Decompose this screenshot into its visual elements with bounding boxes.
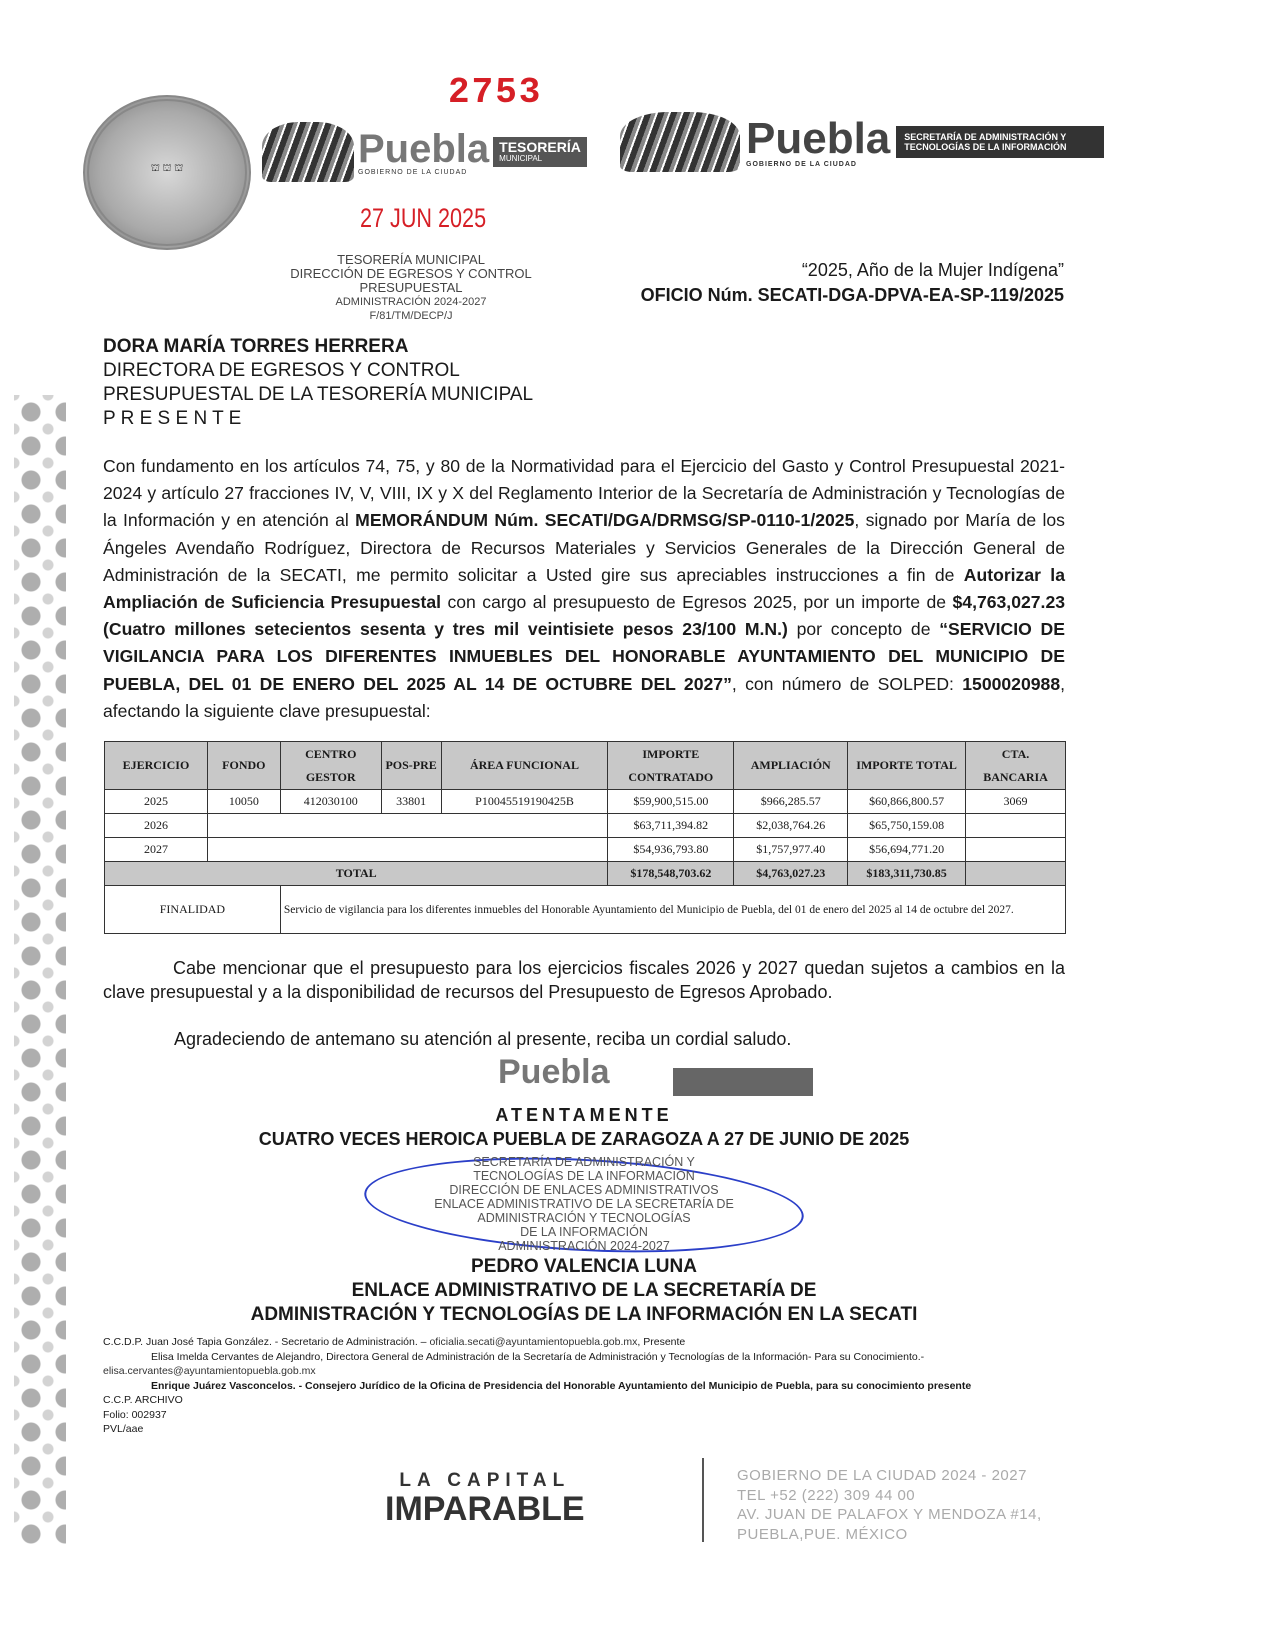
- cell: [966, 838, 1066, 862]
- received-date: 27 JUN 2025: [360, 203, 487, 233]
- stamp-line: DIRECCIÓN DE ENLACES ADMINISTRATIVOS: [449, 1183, 719, 1198]
- slogan-line: IMPARABLE: [385, 1490, 585, 1528]
- tesoreria-logo: [262, 122, 587, 182]
- col-header: AMPLIACIÓN: [734, 742, 848, 790]
- stamp-line: ADMINISTRACIÓN 2024-2027: [335, 296, 487, 308]
- logo-sub: GOBIERNO DE LA CIUDAD: [746, 160, 857, 168]
- col-header: POS-PRE: [381, 742, 441, 790]
- stamp-line: DE LA INFORMACIÓN: [520, 1225, 648, 1240]
- request: Autorizar la Ampliación de Suficiencia Presupuestal: [103, 564, 1065, 613]
- cell: [966, 814, 1066, 838]
- cell: $4,763,027.23: [734, 862, 848, 886]
- finalidad-row: [105, 886, 1066, 934]
- recipient-name: DORA MARÍA TORRES HERRERA: [103, 336, 409, 357]
- cell: $1,757,977.40: [734, 838, 848, 862]
- cell: $60,866,800.57: [848, 790, 966, 814]
- signer-title: ADMINISTRACIÓN Y TECNOLOGÍAS DE LA INFORMACIÓN EN LA SECATI: [250, 1304, 918, 1326]
- cell: $56,694,771.20: [848, 838, 966, 862]
- col-header: ÁREA FUNCIONAL: [441, 742, 608, 790]
- stamp-line: ADMINISTRACIÓN 2024-2027: [498, 1239, 670, 1254]
- text: Con fundamento en los artículos 74, 75, y 80 de la Normatividad para el Ejercicio del Gasto y Control Presupuestal 2021-2024 y artículo 27 fracciones IV, V, VIII, IX y X del Reglamento Interior de la Secretaría de Administración y Tecnologías de la Información y en atención al: [103, 456, 1065, 531]
- col-header: FONDO: [207, 742, 280, 790]
- logo-name: Puebla: [746, 113, 891, 163]
- stamp-line: ADMINISTRACIÓN Y TECNOLOGÍAS: [477, 1211, 691, 1226]
- amount: $4,763,027.23 (Cuatro millones setecientos sesenta y tres mil veintisiete pesos 23/100 M.N.): [103, 592, 1066, 640]
- text: , afectando la siguiente clave presupuestal:: [103, 673, 1065, 721]
- footer-address: [737, 1466, 1042, 1544]
- total-row: [105, 862, 1066, 886]
- year-motto: “2025, Año de la Mujer Indígena”: [801, 260, 1064, 280]
- cell: 10050: [207, 790, 280, 814]
- cell: Servicio de vigilancia para los diferentes inmuebles del Honorable Ayuntamiento del Municipio de Puebla, del 01 de enero del 2025 al 14 de octubre del 2027.: [280, 886, 1065, 934]
- cc-block: [103, 1335, 1065, 1437]
- puebla-emblem-icon: [620, 112, 740, 172]
- table-header: [105, 742, 1066, 790]
- letter-body: [103, 453, 1065, 1437]
- stamp-logo: Puebla: [498, 1053, 610, 1092]
- note-paragraph: Cabe mencionar que el presupuesto para los ejercicios fiscales 2026 y 2027 quedan sujetos a cambios en la clave presupuestal y a la disponibilidad de recursos del Presupuesto de Egresos Aprobado.: [103, 958, 1065, 1003]
- logo-tag: SECRETARÍA DE ADMINISTRACIÓN Y TECNOLOGÍAS DE LA INFORMACIÓN: [896, 126, 1104, 159]
- col-header: CENTRO GESTOR: [280, 742, 381, 790]
- receipt-stamp: [280, 253, 542, 323]
- cell: P10045519190425B: [441, 790, 608, 814]
- text: , con número de SOLPED:: [731, 673, 963, 694]
- presente: P R E S E N T E: [103, 408, 242, 429]
- footer-slogan-logo: [385, 1470, 585, 1526]
- signature-stamp-logo: [428, 1050, 848, 1100]
- stamp-bar: [673, 1068, 813, 1096]
- cell: 412030100: [280, 790, 381, 814]
- memo-number: MEMORÁNDUM Núm. SECATI/DGA/DRMSG/SP-0110-1/2025: [355, 510, 855, 531]
- cell: [207, 838, 607, 862]
- body-paragraph: [103, 453, 1065, 725]
- cell: [966, 862, 1066, 886]
- recipient-title: DIRECTORA DE EGRESOS Y CONTROL: [103, 360, 460, 381]
- cc-text: C.C.D.P. Juan José Tapia González. - Secretario de Administración. –: [103, 1336, 430, 1349]
- folio: Folio: 002937: [103, 1408, 167, 1421]
- cc-text: , Presente: [637, 1336, 686, 1349]
- stamp-line: TESORERÍA MUNICIPAL: [337, 252, 485, 267]
- col-header: CTA. BANCARIA: [966, 742, 1066, 790]
- col-header: IMPORTE TOTAL: [848, 742, 966, 790]
- city-seal: [83, 95, 251, 250]
- slogan-line: LA CAPITAL: [399, 1470, 571, 1491]
- signature-stamp: [374, 1155, 794, 1253]
- oficio-number: OFICIO Núm. SECATI-DGA-DPVA-EA-SP-119/2025: [640, 285, 1064, 305]
- atentamente: ATENTAMENTE: [495, 1105, 673, 1126]
- col-header: IMPORTE CONTRATADO: [608, 742, 734, 790]
- logo-tag: TESORERÍA: [499, 138, 581, 155]
- table-row: [105, 814, 1066, 838]
- text: con cargo al presupuesto de Egresos 2025, por un importe de: [441, 592, 953, 613]
- table-row: [105, 838, 1066, 862]
- stamp-line: TECNOLOGÍAS DE LA INFORMACIÓN: [473, 1169, 695, 1184]
- cell: [207, 814, 607, 838]
- cell: 33801: [381, 790, 441, 814]
- logo-sub: GOBIERNO DE LA CIUDAD: [358, 168, 468, 176]
- footer-divider: [702, 1458, 704, 1542]
- cell: 2025: [105, 790, 208, 814]
- cc-text: C.C.P. ARCHIVO: [103, 1394, 183, 1407]
- budget-table: [104, 741, 1066, 934]
- cell: $2,038,764.26: [734, 814, 848, 838]
- stamp-line: SECRETARÍA DE ADMINISTRACIÓN Y: [473, 1155, 695, 1170]
- service-concept: “SERVICIO DE VIGILANCIA PARA LOS DIFERENTES INMUEBLES DEL HONORABLE AYUNTAMIENTO DEL MUNICIPIO DE PUEBLA, DEL 01 DE ENERO DEL 2025 AL 14 DE OCTUBRE DEL 2027”: [103, 619, 1065, 694]
- address-line: GOBIERNO DE LA CIUDAD 2024 - 2027: [737, 1467, 1027, 1484]
- solped-number: 1500020988: [962, 673, 1061, 694]
- cc-text: Enrique Juárez Vasconcelos. - Consejero Jurídico de la Oficina de Presidencia del Honorable Ayuntamiento del Municipio de Puebla, para su conocimiento presente: [151, 1379, 972, 1392]
- email-link[interactable]: oficialia.secati@ayuntamientopuebla.gob.mx: [429, 1336, 638, 1349]
- decorative-border: [14, 395, 66, 1545]
- cell: 3069: [966, 790, 1066, 814]
- stamp-line: ENLACE ADMINISTRATIVO DE LA SECRETARÍA DE: [434, 1197, 734, 1212]
- control-number: 2753: [448, 72, 543, 113]
- col-header: EJERCICIO: [105, 742, 208, 790]
- stamp-line: PRESUPUESTAL: [359, 280, 463, 295]
- cell: $59,900,515.00: [608, 790, 734, 814]
- table-row: [105, 790, 1066, 814]
- address-line: PUEBLA,PUE. MÉXICO: [737, 1525, 908, 1543]
- cc-text: Elisa Imelda Cervantes de Alejandro, Directora General de Administración de la Secretaría de Administración y Tecnologías de la Información- Para su Conocimiento.-: [151, 1350, 925, 1363]
- logo-name: Puebla: [358, 126, 490, 171]
- seal-lettering: ⛫ ⛫ ⛫: [150, 163, 184, 174]
- cell: $183,311,730.85: [848, 862, 966, 886]
- address-line: AV. JUAN DE PALAFOX Y MENDOZA #14,: [737, 1506, 1042, 1523]
- cell: $63,711,394.82: [608, 814, 734, 838]
- cell: 2026: [105, 814, 208, 838]
- cell: $966,285.57: [734, 790, 848, 814]
- cell: $54,936,793.80: [608, 838, 734, 862]
- secati-logo: [620, 112, 1104, 172]
- text: , signado por María de los Ángeles Avendaño Rodríguez, Directora de Recursos Materiales y Servicios Generales de la Dirección General de Administración de la SECATI, me permito solicitar a Usted gire sus apreciables instrucciones a fin de: [103, 510, 1065, 585]
- stamp-line: DIRECCIÓN DE EGRESOS Y CONTROL: [290, 266, 532, 281]
- signer-name: PEDRO VALENCIA LUNA: [471, 1256, 697, 1278]
- logo-tag-sub: MUNICIPAL: [499, 154, 543, 164]
- address-line: TEL +52 (222) 309 44 00: [737, 1486, 916, 1504]
- email-link[interactable]: elisa.cervantes@ayuntamientopuebla.gob.mx: [103, 1365, 316, 1378]
- closing-paragraph: Agradeciendo de antemano su atención al presente, reciba un cordial saludo.: [174, 1029, 792, 1050]
- recipient-block: [103, 335, 533, 431]
- text: por concepto de: [787, 619, 940, 640]
- signer-title: ENLACE ADMINISTRATIVO DE LA SECRETARÍA DE: [351, 1280, 817, 1302]
- cell: $65,750,159.08: [848, 814, 966, 838]
- cell: FINALIDAD: [105, 886, 281, 934]
- puebla-emblem-icon: [262, 122, 354, 182]
- stamp-line: F/81/TM/DECP/J: [369, 310, 453, 322]
- cell: TOTAL: [105, 862, 608, 886]
- cell: $178,548,703.62: [608, 862, 734, 886]
- recipient-title: PRESUPUESTAL DE LA TESORERÍA MUNICIPAL: [103, 384, 534, 405]
- cell: 2027: [105, 838, 208, 862]
- place-date: CUATRO VECES HEROICA PUEBLA DE ZARAGOZA A 27 DE JUNIO DE 2025: [258, 1129, 910, 1150]
- initials: PVL/aae: [103, 1423, 144, 1436]
